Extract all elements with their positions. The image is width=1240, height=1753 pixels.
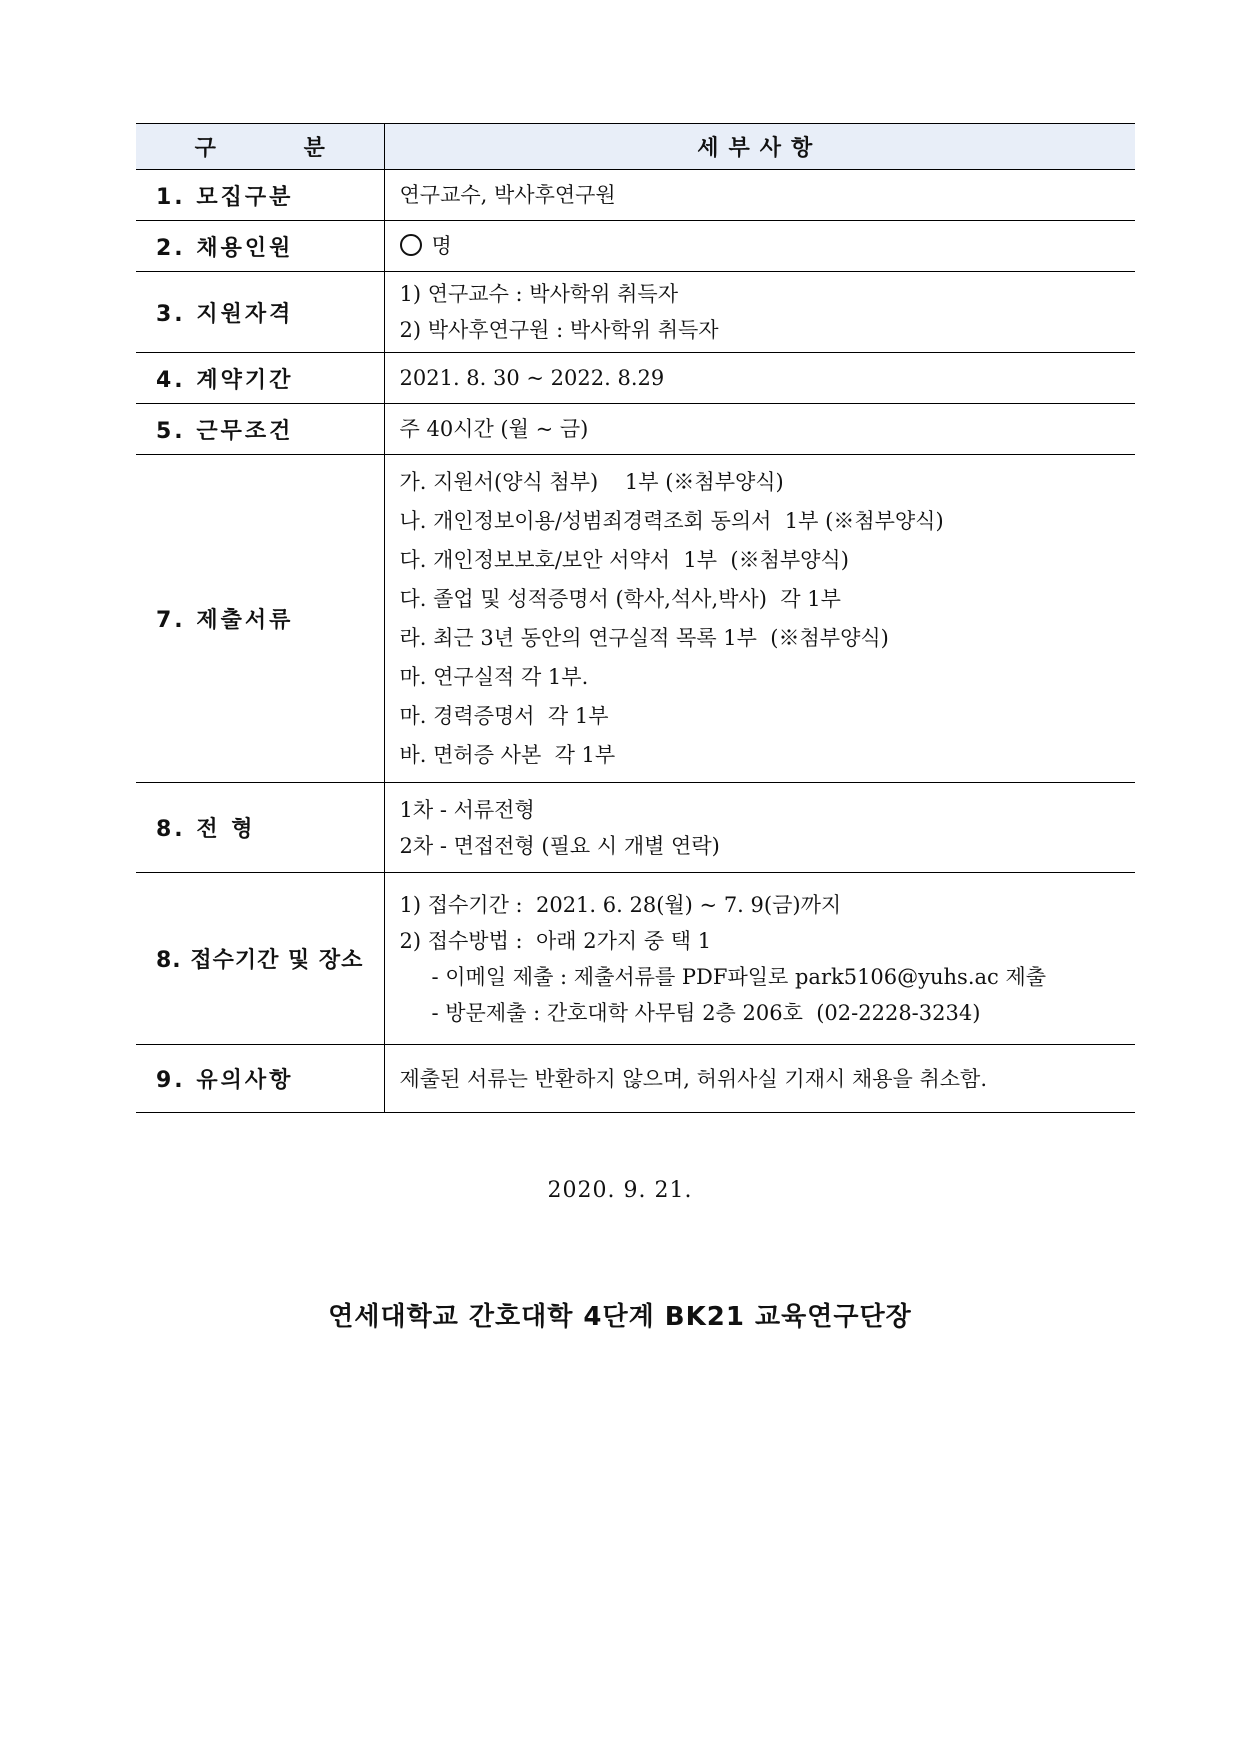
document-date: 2020. 9. 21. <box>547 1178 693 1203</box>
row-value <box>384 221 1135 272</box>
value-line: 2021. 8. 30 ~ 2022. 8.29 <box>399 366 665 390</box>
value-line: 바. 면허증 사본 각 1부 <box>399 742 616 767</box>
value-line: 제출된 서류는 반환하지 않으며, 허위사실 기재시 채용을 취소함. <box>399 1066 988 1091</box>
table-row <box>136 353 1135 404</box>
value-line: 2) 접수방법 : 아래 2가지 중 택 1 <box>399 928 712 953</box>
row-value <box>384 783 1135 873</box>
header-category: 구 분 <box>136 124 384 170</box>
table-row <box>136 272 1135 353</box>
value-line: 1) 연구교수 : 박사학위 취득자 <box>399 282 678 306</box>
value-line: 다. 졸업 및 성적증명서 (학사,석사,박사) 각 1부 <box>399 586 841 611</box>
row-label: 2. 채용인원 <box>136 221 384 272</box>
value-line: 다. 개인정보보호/보안 서약서 1부 (※첨부양식) <box>399 547 849 572</box>
row-label: 5. 근무조건 <box>136 404 384 455</box>
circle-icon <box>400 234 422 256</box>
row-value <box>384 1045 1135 1113</box>
value-line: 1) 접수기간 : 2021. 6. 28(월) ~ 7. 9(금)까지 <box>399 892 842 917</box>
table-row <box>136 455 1135 783</box>
recruitment-table <box>136 123 1135 1113</box>
value-line: 가. 지원서(양식 첨부) 1부 (※첨부양식) <box>399 469 784 494</box>
row-label: 9. 유의사항 <box>136 1045 384 1113</box>
value-line: 2) 박사후연구원 : 박사학위 취득자 <box>399 318 719 342</box>
row-label: 8. 전 형 <box>136 783 384 873</box>
value-line: 2차 - 면접전형 (필요 시 개별 연락) <box>399 833 720 858</box>
value-line: 연구교수, 박사후연구원 <box>399 183 616 207</box>
table-row <box>136 783 1135 873</box>
value-line: 1차 - 서류전형 <box>399 797 535 822</box>
row-label: 1. 모집구분 <box>136 170 384 221</box>
table-row <box>136 1045 1135 1113</box>
row-label: 3. 지원자격 <box>136 272 384 353</box>
table-row <box>136 873 1135 1045</box>
row-label: 7. 제출서류 <box>136 455 384 783</box>
issuer-signature-line: 연세대학교 간호대학 4단계 BK21 교육연구단장 <box>328 1302 912 1332</box>
row-label: 8. 접수기간 및 장소 <box>136 873 384 1045</box>
header-details: 세부사항 <box>384 124 1135 170</box>
row-value <box>384 404 1135 455</box>
row-value <box>384 272 1135 353</box>
value-line: 주 40시간 (월 ~ 금) <box>399 417 589 441</box>
row-value <box>384 170 1135 221</box>
value-line: 라. 최근 3년 동안의 연구실적 목록 1부 (※첨부양식) <box>399 625 889 650</box>
row-value <box>384 353 1135 404</box>
row-value <box>384 455 1135 783</box>
table-row <box>136 404 1135 455</box>
table-header-row <box>136 124 1135 170</box>
headcount-unit: 명 <box>431 234 452 258</box>
row-value <box>384 873 1135 1045</box>
value-line: 마. 경력증명서 각 1부 <box>399 703 609 728</box>
value-line: - 이메일 제출 : 제출서류를 PDF파일로 park5106@yuhs.ac 제출 <box>431 964 1047 989</box>
row-label: 4. 계약기간 <box>136 353 384 404</box>
value-line: 마. 연구실적 각 1부. <box>399 664 589 689</box>
table-row <box>136 221 1135 272</box>
table-row <box>136 170 1135 221</box>
value-line: 나. 개인정보이용/성범죄경력조회 동의서 1부 (※첨부양식) <box>399 508 944 533</box>
value-line: - 방문제출 : 간호대학 사무팀 2층 206호 (02-2228-3234) <box>431 1000 981 1025</box>
